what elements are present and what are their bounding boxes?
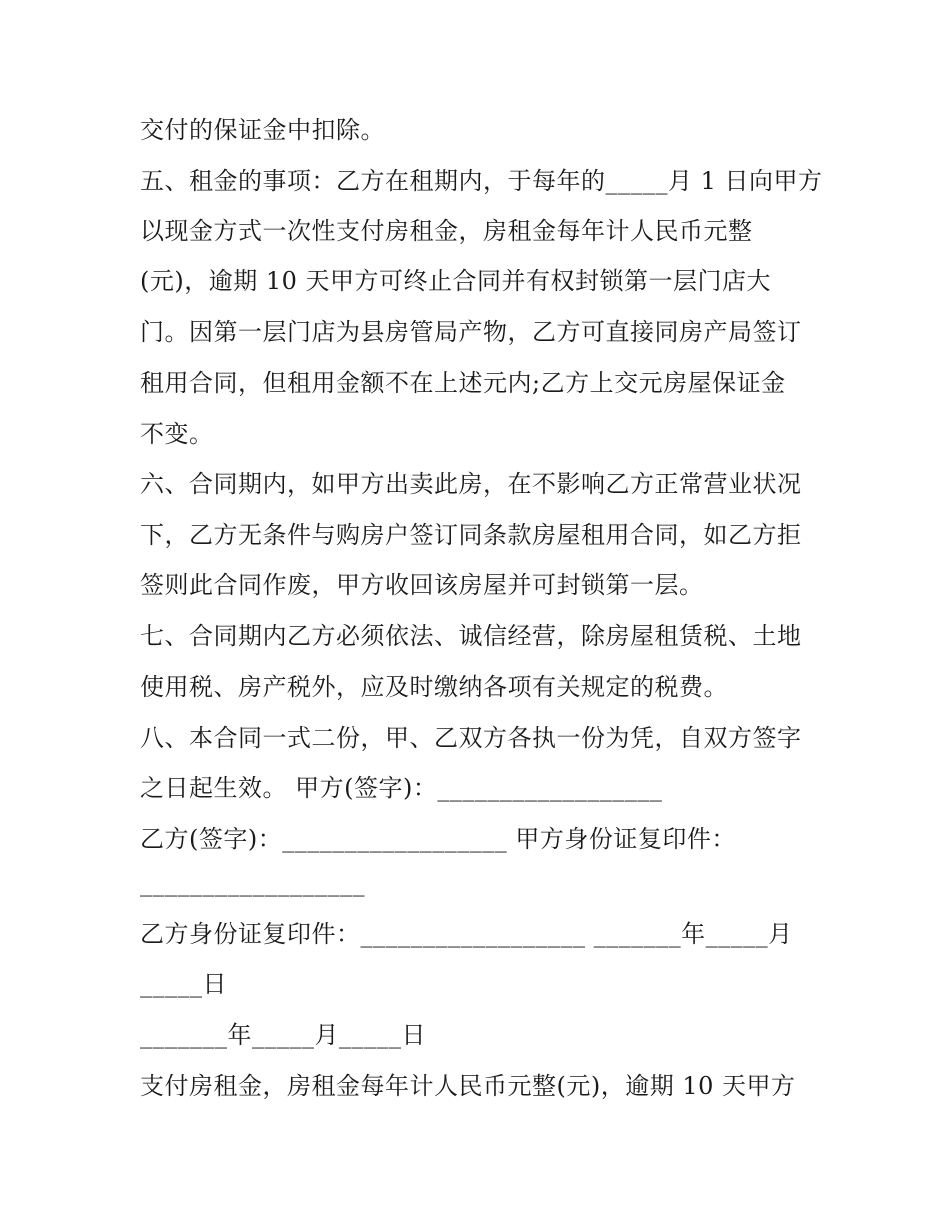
text-line: 乙方(签字)：__________________ 甲方身份证复印件： [140,825,736,853]
signature-blank: __________________ [140,869,365,897]
text-line: 五、租金的事项：乙方在租期内，于每年的_____月 1 日向甲方 [140,167,823,195]
text-line: 使用税、房产税外，应及时缴纳各项有关规定的税费。 [140,673,728,701]
text-line: 签则此合同作废，甲方收回该房屋并可封锁第一层。 [140,571,704,599]
text-line: (元)，逾期 10 天甲方可终止合同并有权封锁第一层门店大 [140,267,772,295]
date-line: _____日 [140,970,227,998]
text-line: 七、合同期内乙方必须依法、诚信经营，除房屋租赁税、土地 [140,622,802,650]
text-line: 下，乙方无条件与购房户签订同条款房屋租用合同，如乙方拒 [140,521,802,549]
text-line: 乙方身份证复印件：__________________ _______年_____月 [140,920,793,948]
text-line: 支付房租金，房租金每年计人民币元整(元)，逾期 10 天甲方 [140,1072,796,1100]
text-line: 以现金方式一次性支付房租金，房租金每年计人民币元整 [140,217,753,245]
text-line: 八、本合同一式二份，甲、乙双方各执一份为凭，自双方签字 [140,724,802,752]
text-line: 租用合同，但租用金额不在上述元内;乙方上交元房屋保证金 [140,369,786,397]
text-line: 之日起生效。 甲方(签字)：__________________ [140,774,663,802]
text-line: 六、合同期内，如甲方出卖此房，在不影响乙方正常营业状况 [140,470,802,498]
text-line: 门。因第一层门店为县房管局产物，乙方可直接同房产局签订 [140,318,802,346]
text-line: 不变。 [140,420,214,448]
text-line: 交付的保证金中扣除。 [140,116,385,144]
date-line: _______年_____月_____日 [140,1021,426,1049]
